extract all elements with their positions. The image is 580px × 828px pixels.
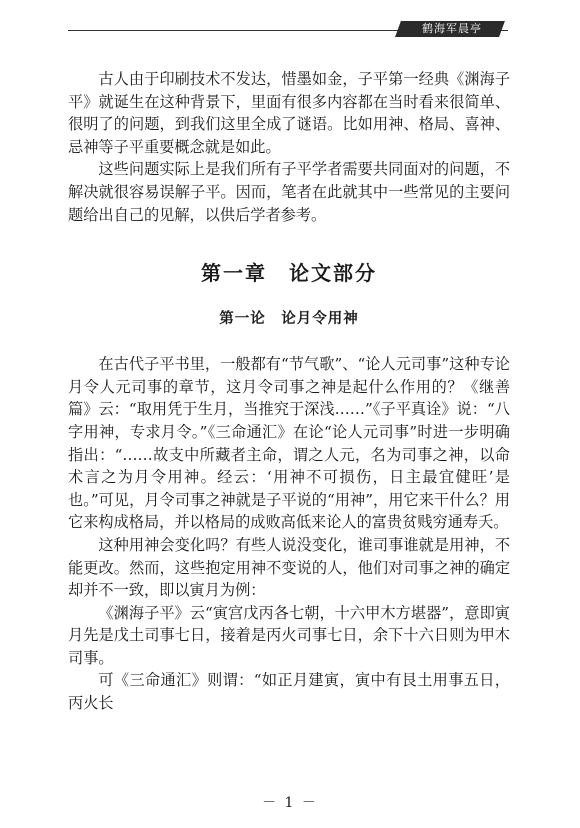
body-paragraph: 《渊海子平》云“寅宫戊丙各七朝，十六甲木方堪器”，意即寅月先是戊土司事七日，接着是丙火司事七日，余下十六日则为甲木司事。 [68,603,510,667]
body-paragraph: 在古代子平书里，一般都有“节气歌”、“论人元司事”这种专论月令人元司事的章节，这月令司事之神是起什么作用的？《继善篇》云：“取用凭于生月，当推究于深浅……”《子平真诠》说：“八字用神，专求月令。”《三命通汇》在论“论人元司事”时进一步明确指出：“……故支中所藏者主命，谓之人元，名为司事之神，以命术言之为月令用神。经云：‘用神不可损伤，日主最宜健旺’是也。”可见，月令司事之神就是子平说的“用神”，用它来干什么？用它来构成格局，并以格局的成败高低来论人的富贵贫贱穷通寿夭。 [68,355,510,532]
body-paragraph: 这种用神会变化吗？有些人说没变化，谁司事谁就是用神，不能更改。然而，这些抱定用神不变说的人，他们对司事之神的确定却并不一致，即以寅月为例： [68,535,510,600]
chapter-title: 第一章 论文部分 [201,261,377,286]
intro-paragraph: 古人由于印刷技术不发达，惜墨如金，子平第一经典《渊海子平》就诞生在这种背景下，里面有很多内容都在当时看来很简单、很明了的问题，到我们这里全成了谜语。比如用神、格局、喜神、忌神等子平重要概念就是如此。 [68,70,510,156]
intro-paragraph: 这些问题实际上是我们所有子平学者需要共同面对的问题，不解决就很容易误解子平。因而，笔者在此就其中一些常见的主要问题给出自己的见解，以供后学者参考。 [68,160,510,224]
section-title: 第一论 论月令用神 [219,311,359,328]
header-series-title: 鹤海军晨亭 [422,22,482,35]
page-body [68,58,510,715]
page-number: － 1 － [262,795,318,811]
body-paragraph: 可《三命通汇》则谓：“如正月建寅，寅中有艮土用事五日，丙火长 [68,671,510,713]
